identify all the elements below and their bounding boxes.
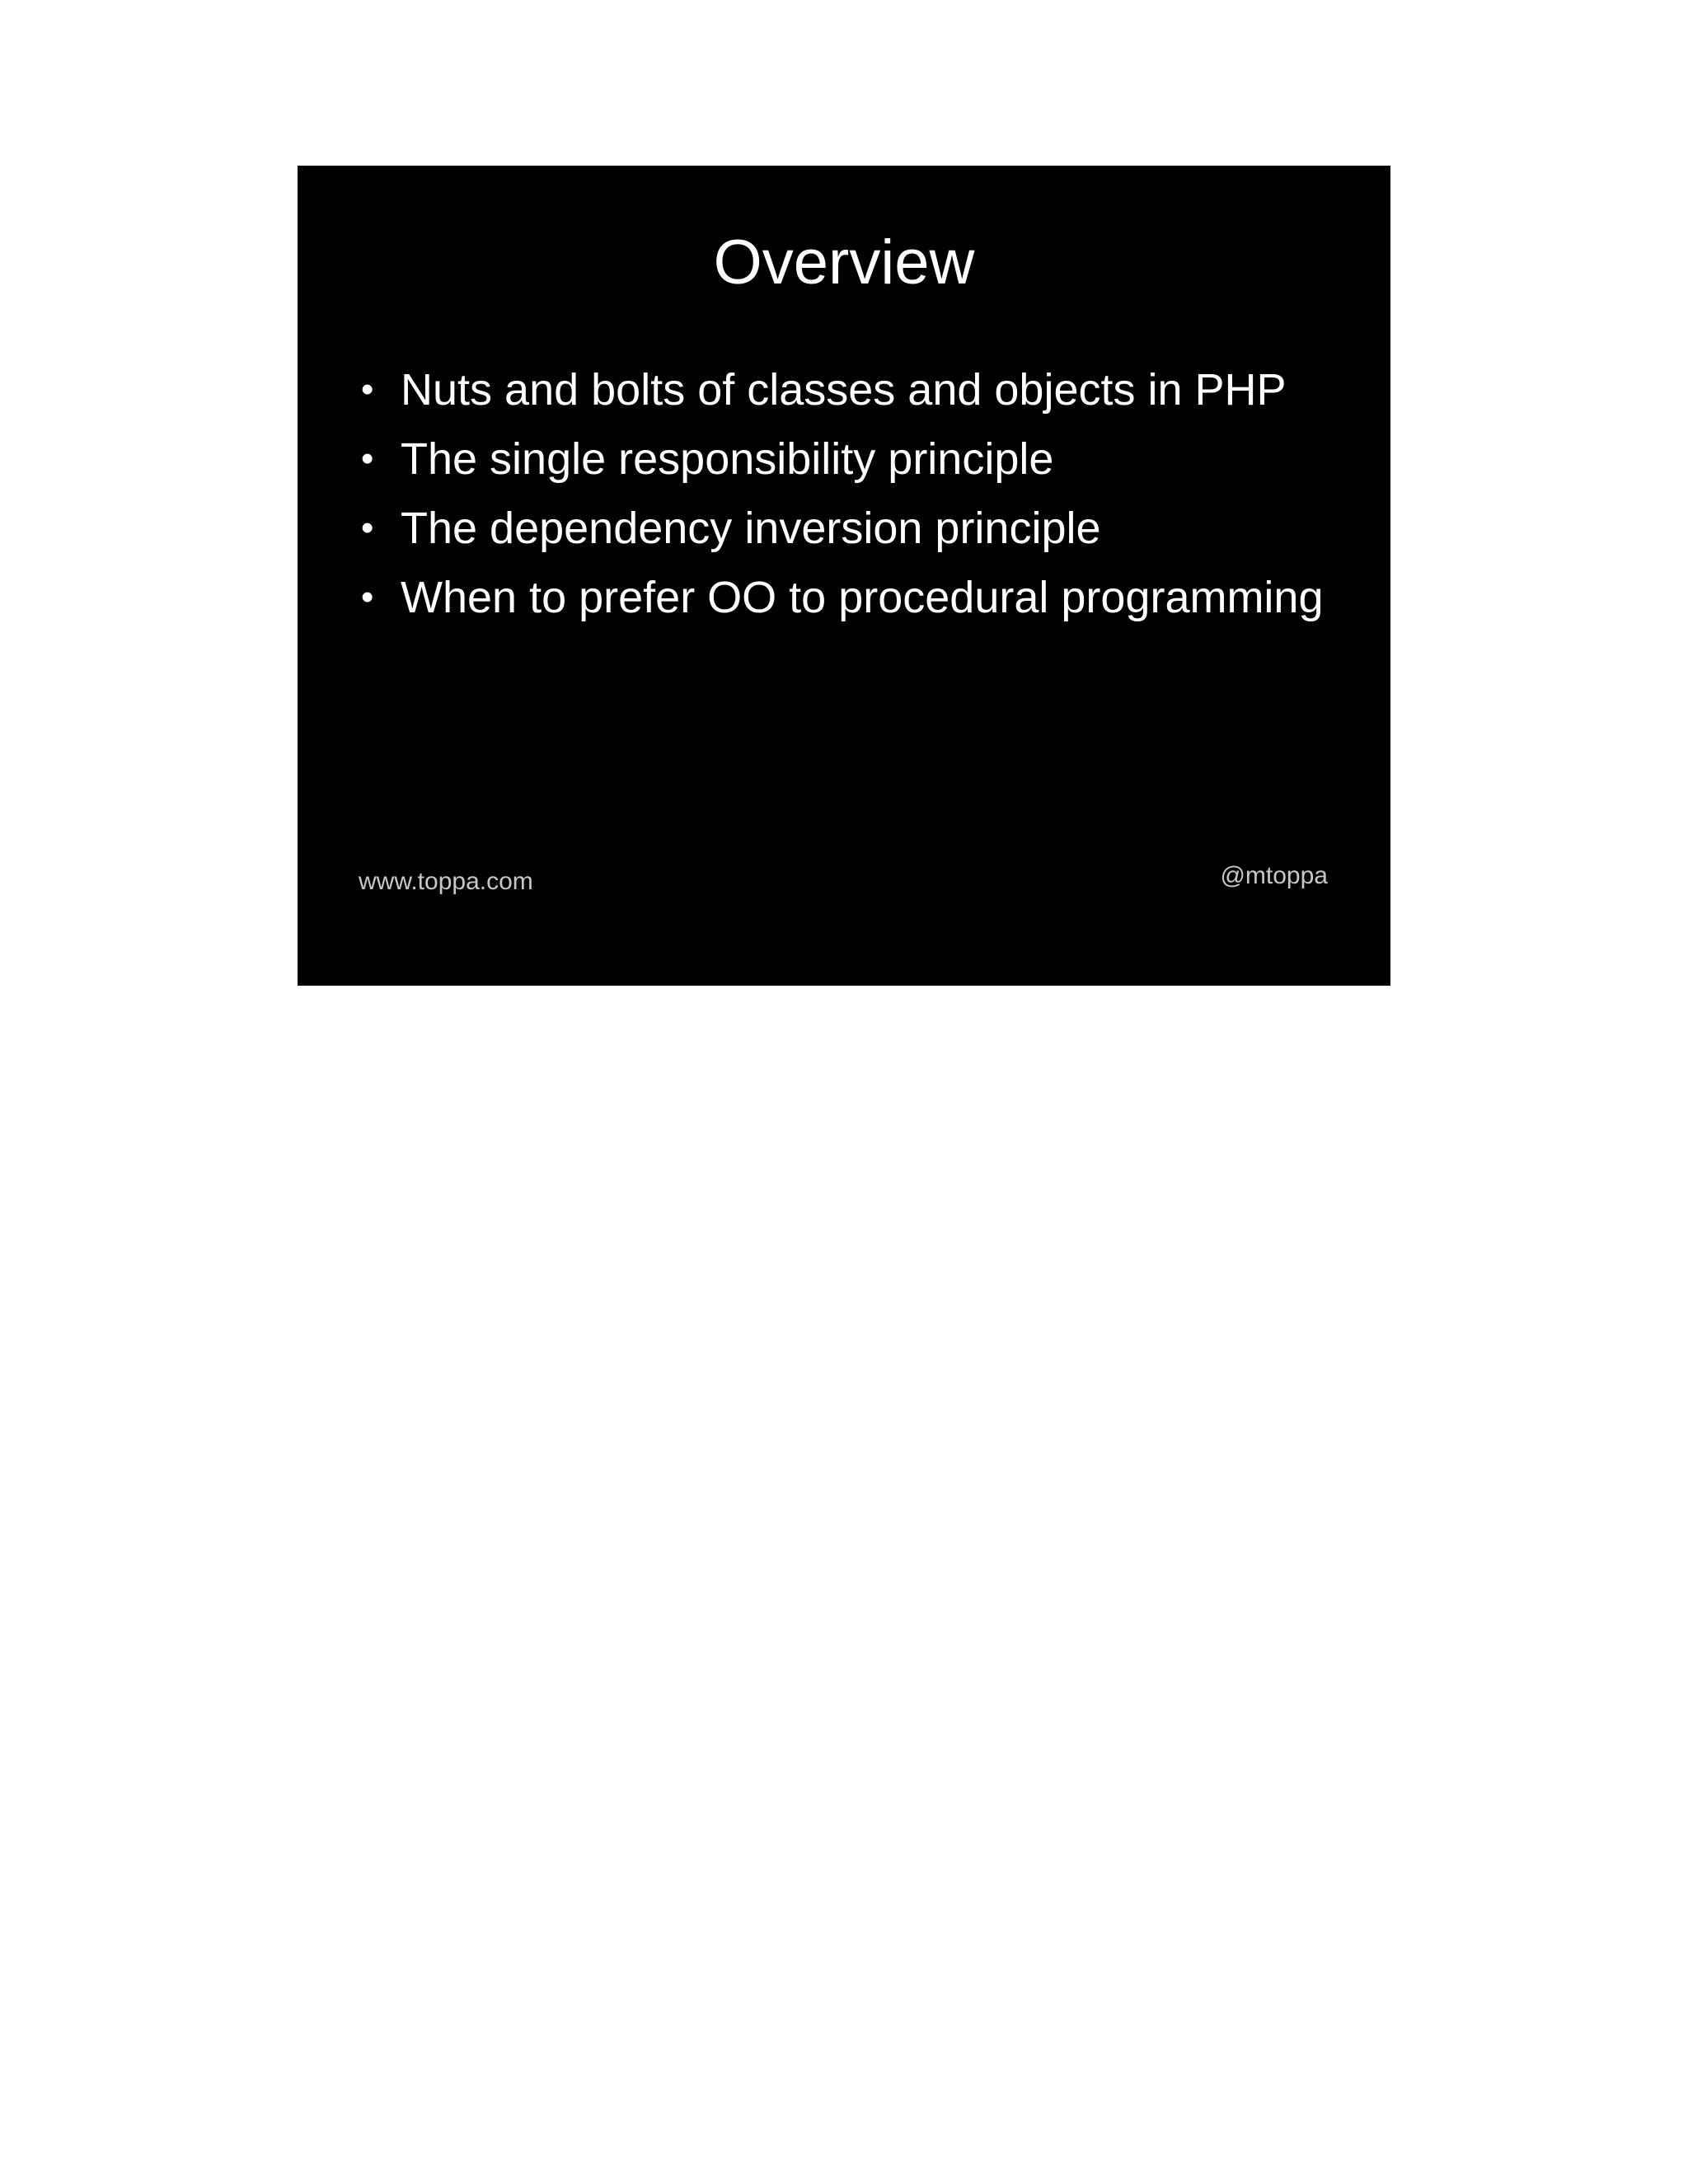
footer-website: www.toppa.com [359,868,533,895]
slide-title: Overview [713,227,975,298]
list-item [359,563,1324,632]
bullet-text: Nuts and bolts of classes and objects in PHP [401,365,1287,415]
bullet-icon: • [361,508,374,548]
bullet-text: When to prefer OO to procedural programming [401,573,1324,622]
bullet-icon: • [361,369,374,410]
slide [298,166,1390,986]
bullet-list [359,355,1324,632]
list-item [359,355,1324,424]
bullet-icon: • [361,577,374,617]
footer-handle: @mtoppa [1220,862,1328,889]
list-item [359,424,1324,494]
bullet-icon: • [361,438,374,479]
bullet-text: The dependency inversion principle [401,504,1101,553]
bullet-text: The single responsibility principle [401,434,1054,484]
list-item [359,494,1324,563]
